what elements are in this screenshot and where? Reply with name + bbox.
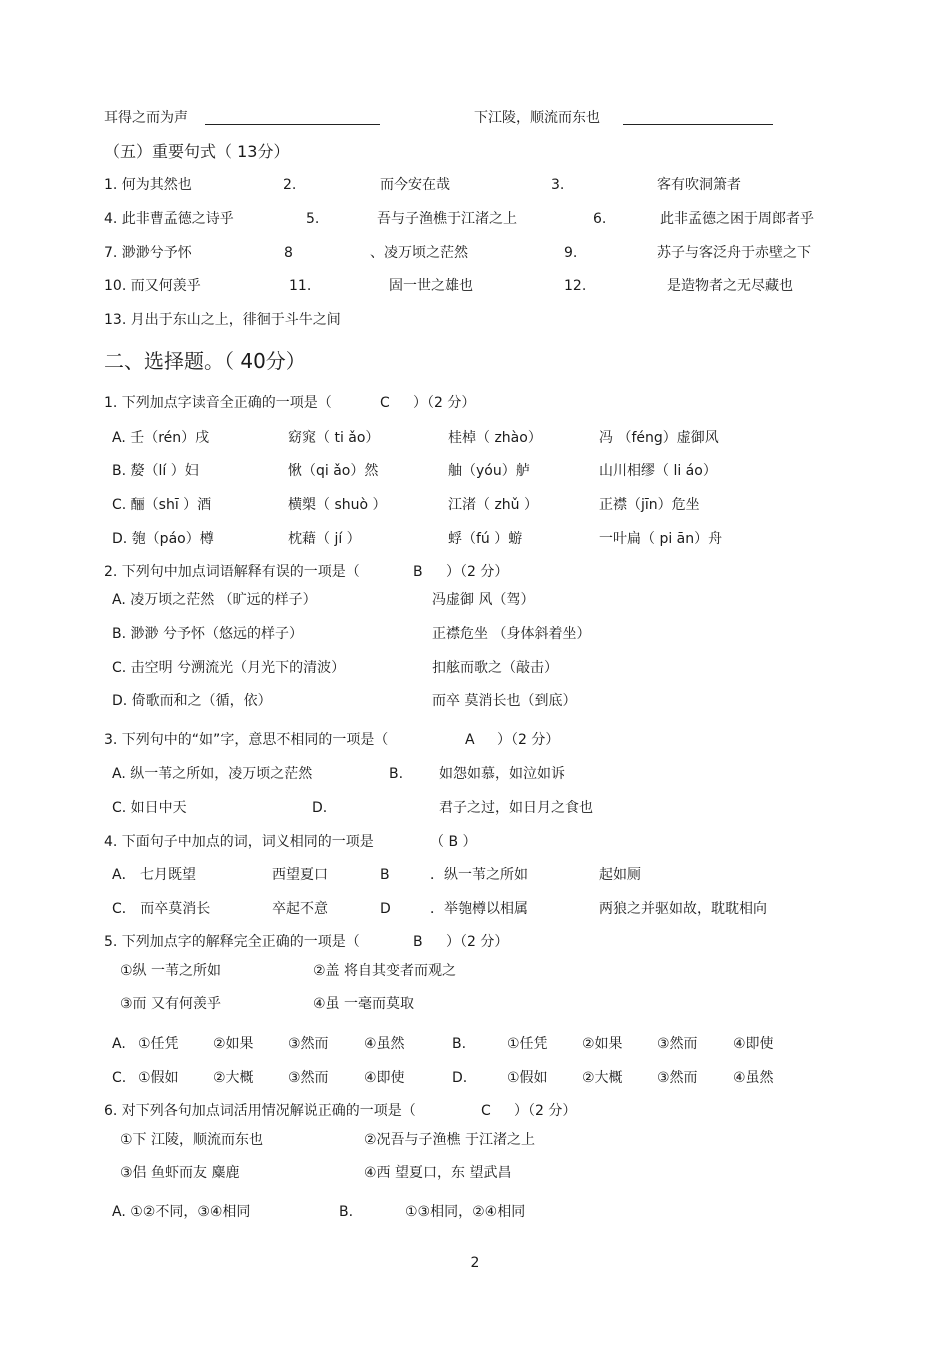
option-letter: B. <box>452 1036 467 1052</box>
option-item: ③然而 <box>288 1070 329 1086</box>
option-item: D. 匏（páo）樽 <box>112 531 214 547</box>
question-text: 5. 下列加点字的解释完全正确的一项是（ <box>104 934 360 950</box>
sentence-number: 9. <box>564 245 578 261</box>
sentence-row <box>0 173 950 197</box>
option-item: A. 壬（rén）戌 <box>112 430 210 446</box>
option-item: 桂棹（ zhào） <box>448 430 542 446</box>
option-row <box>0 426 950 450</box>
question-score: ）（2 分） <box>446 934 509 950</box>
sentence-item: 此非孟德之困于周郎者乎 <box>660 211 814 227</box>
option-item: C. 酾（shī ）酒 <box>112 497 212 513</box>
option-item: ④虽然 <box>733 1070 774 1086</box>
blank-left-prompt: 耳得之而为声 <box>104 110 188 126</box>
option-row <box>0 796 950 820</box>
sub-item: ①纵 一苇之所如 <box>120 963 222 979</box>
answer-letter: C <box>481 1103 491 1119</box>
question-text: 6. 对下列各句加点词活用情况解说正确的一项是（ <box>104 1103 416 1119</box>
option-item: C. 如日中天 <box>112 800 187 816</box>
option-row <box>0 1200 950 1224</box>
option-item: 山川相缪（ li áo） <box>599 463 717 479</box>
sentence-item: 而今安在哉 <box>380 177 450 193</box>
sub-item-row <box>0 1161 950 1185</box>
sentence-item: 客有吹洞箫者 <box>657 177 741 193</box>
page-number: 2 <box>470 1255 480 1271</box>
option-letter: D. <box>312 800 328 816</box>
option-item: ③然而 <box>657 1036 698 1052</box>
sentence-row <box>0 308 950 332</box>
option-item: 卒起不意 <box>272 901 328 917</box>
sentence-row <box>0 241 950 265</box>
option-item: ④即使 <box>364 1070 405 1086</box>
question-score: ）（2 分） <box>413 395 476 411</box>
sentence-item: 苏子与客泛舟于赤壁之下 <box>657 245 811 261</box>
sentence-item: 、凌万顷之茫然 <box>370 245 468 261</box>
option-item: B. 嫠（lí ）妇 <box>112 463 199 479</box>
sentence-row <box>0 207 950 231</box>
option-item: ②大概 <box>213 1070 254 1086</box>
option-item: 君子之过，如日月之食也 <box>439 800 593 816</box>
sentence-item: 1. 何为其然也 <box>104 177 192 193</box>
sentence-item: 13. 月出于东山之上，徘徊于斗牛之间 <box>104 312 341 328</box>
option-row <box>0 622 950 646</box>
question-text: 1. 下列加点字读音全正确的一项是（ <box>104 395 332 411</box>
option-row <box>0 493 950 517</box>
option-item: 冯 （féng）虚御风 <box>599 430 719 446</box>
sub-item: ②况吾与子渔樵 于江渚之上 <box>364 1132 536 1148</box>
option-item: 而卒 莫消长也（到底） <box>432 693 577 709</box>
option-item: ．纵一苇之所如 <box>430 867 528 883</box>
option-item: A. 凌万顷之茫然 （旷远的样子） <box>112 592 317 608</box>
sentence-item: 10. 而又何羡乎 <box>104 278 201 294</box>
sentence-number: 11. <box>289 278 312 294</box>
option-item: A. ①②不同，③④相同 <box>112 1204 251 1220</box>
sub-item: ④虽 一毫而莫取 <box>313 996 415 1012</box>
sub-item: ②盖 将自其变者而观之 <box>313 963 457 979</box>
option-row <box>0 588 950 612</box>
question-score: ）（2 分） <box>446 564 509 580</box>
sub-item: ①下 江陵，顺流而东也 <box>120 1132 264 1148</box>
option-row <box>0 527 950 551</box>
answer-letter: C <box>380 395 390 411</box>
option-letter: A. <box>112 1036 126 1052</box>
answer-letter: A <box>465 732 475 748</box>
section-heading <box>0 346 950 378</box>
question-stem <box>0 930 950 954</box>
fill-blank-row <box>0 106 950 130</box>
option-row <box>0 459 950 483</box>
sentence-item: 吾与子渔樵于江渚之上 <box>377 211 517 227</box>
option-item: 蜉（fú ）蝣 <box>448 531 523 547</box>
question-text: 3. 下列句中的“如”字，意思不相同的一项是（ <box>104 732 389 748</box>
option-item: ①③相同，②④相同 <box>405 1204 526 1220</box>
option-row <box>0 863 950 887</box>
option-item: 扣舷而歌之（敲击） <box>432 660 558 676</box>
sub-item: ③侣 鱼虾而友 麋鹿 <box>120 1165 240 1181</box>
option-letter: D <box>380 901 391 917</box>
option-item: 如怨如慕，如泣如诉 <box>439 766 565 782</box>
option-item: ②如果 <box>582 1036 623 1052</box>
answer-letter: （ B ） <box>430 834 477 850</box>
option-letter: B. <box>339 1204 354 1220</box>
option-item: ①假如 <box>138 1070 179 1086</box>
section-title: 二、选择题。（ 40分） <box>104 349 306 373</box>
blank-right-prompt: 下江陵，顺流而东也 <box>474 110 600 126</box>
option-item: ①假如 <box>507 1070 548 1086</box>
option-item: 一叶扁（ pi ān）舟 <box>599 531 723 547</box>
sub-item-row <box>0 959 950 983</box>
option-item: ④虽然 <box>364 1036 405 1052</box>
option-item: 起如厕 <box>599 867 641 883</box>
option-item: ②大概 <box>582 1070 623 1086</box>
question-score: ）（2 分） <box>514 1103 577 1119</box>
sentence-number: 2. <box>283 177 297 193</box>
sentence-item: 是造物者之无尽藏也 <box>667 278 793 294</box>
question-score: ）（2 分） <box>497 732 560 748</box>
sentence-item: 4. 此非曹孟德之诗乎 <box>104 211 234 227</box>
sub-item-row <box>0 1128 950 1152</box>
question-stem <box>0 1099 950 1123</box>
sentence-item: 固一世之雄也 <box>389 278 473 294</box>
option-item: C． 而卒莫消长 <box>112 901 211 917</box>
option-letter: B. <box>389 766 404 782</box>
question-stem <box>0 728 950 752</box>
option-item: ③然而 <box>657 1070 698 1086</box>
question-stem <box>0 560 950 584</box>
sentence-row <box>0 274 950 298</box>
option-item: A. 纵一苇之所如，凌万顷之茫然 <box>112 766 313 782</box>
option-item: 西望夏口 <box>272 867 328 883</box>
option-row <box>0 1066 950 1090</box>
answer-letter: B <box>413 934 423 950</box>
answer-letter: B <box>413 564 423 580</box>
option-item: C. 击空明 兮溯流光（月光下的清波） <box>112 660 346 676</box>
section-heading <box>0 139 950 165</box>
option-letter: D. <box>452 1070 468 1086</box>
option-row <box>0 1032 950 1056</box>
question-stem <box>0 391 950 415</box>
question-stem <box>0 830 950 854</box>
option-item: 冯虚御 风（驾） <box>432 592 535 608</box>
option-item: ②如果 <box>213 1036 254 1052</box>
answer-blank-line[interactable] <box>205 124 380 125</box>
option-item: 江渚（ zhǔ ） <box>448 497 538 513</box>
sentence-number: 6. <box>593 211 607 227</box>
option-item: D. 倚歌而和之（循，依） <box>112 693 272 709</box>
option-item: ①任凭 <box>507 1036 548 1052</box>
question-text: 4. 下面句子中加点的词，词义相同的一项是 <box>104 834 374 850</box>
option-letter: C. <box>112 1070 127 1086</box>
option-item: 枕藉（ jí ） <box>288 531 361 547</box>
option-item: ③然而 <box>288 1036 329 1052</box>
option-item: 愀（qi ǎo）然 <box>288 463 379 479</box>
sentence-number: 5. <box>306 211 320 227</box>
option-row <box>0 656 950 680</box>
option-item: A． 七月既望 <box>112 867 197 883</box>
option-item: 两狼之并驱如故，耽耽相向 <box>599 901 767 917</box>
option-item: 正襟（jīn）危坐 <box>599 497 700 513</box>
section-title: （五）重要句式（ 13分） <box>104 142 290 161</box>
sentence-number: 3. <box>551 177 565 193</box>
sentence-number: 12. <box>564 278 587 294</box>
sentence-number: 8 <box>284 245 293 261</box>
option-item: 正襟危坐 （身体斜着坐） <box>432 626 591 642</box>
option-letter: B <box>380 867 390 883</box>
option-row <box>0 689 950 713</box>
option-item: 窈窕（ ti ǎo） <box>288 430 380 446</box>
sub-item: ④西 望夏口，东 望武昌 <box>364 1165 512 1181</box>
sentence-item: 7. 渺渺兮予怀 <box>104 245 192 261</box>
option-item: 舳（yóu）舻 <box>448 463 530 479</box>
option-row <box>0 897 950 921</box>
sub-item: ③而 又有何羡乎 <box>120 996 222 1012</box>
option-row <box>0 762 950 786</box>
sub-item-row <box>0 992 950 1016</box>
answer-blank-line[interactable] <box>623 124 773 125</box>
option-item: ①任凭 <box>138 1036 179 1052</box>
option-item: ．举匏樽以相属 <box>430 901 528 917</box>
option-item: ④即使 <box>733 1036 774 1052</box>
question-text: 2. 下列句中加点词语解释有误的一项是（ <box>104 564 360 580</box>
option-item: B. 渺渺 兮予怀（悠远的样子） <box>112 626 303 642</box>
option-item: 横槊（ shuò ） <box>288 497 387 513</box>
